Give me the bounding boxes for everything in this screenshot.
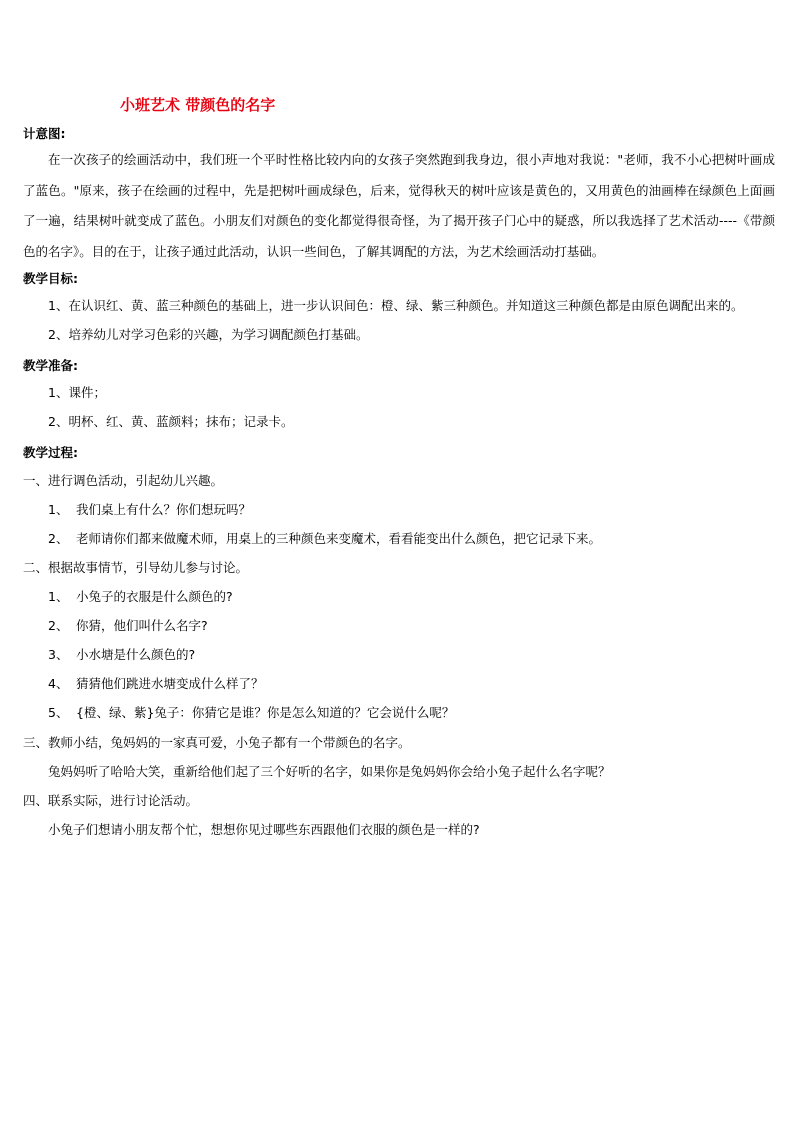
intent-heading: 计意图: [23,126,66,141]
section2-item-4 [48,676,264,692]
section4-text: 小兔子们想请小朋友帮个忙，想想你见过哪些东西跟他们衣服的颜色是一样的? [48,822,480,837]
section1-item-2 [48,531,601,547]
process-heading: 教学过程: [23,445,78,460]
section4-title: 四、联系实际，进行讨论活动。 [23,793,199,808]
item-number: 2、 [48,618,69,633]
item-text: 小兔子的衣服是什么颜色的? [76,589,233,604]
section3-title: 三、教师小结，兔妈妈的一家真可爱，小兔子都有一个带颜色的名字。 [23,735,411,750]
section2-item-5 [48,705,454,721]
prep-item-1: 1、课件； [48,385,106,400]
item-number: 3、 [48,647,69,662]
item-number: 2、 [48,531,69,546]
section3-text: 兔妈妈听了哈哈大笑，重新给他们起了三个好听的名字，如果你是兔妈妈你会给小兔子起什么名字呢？ [48,764,611,779]
intent-paragraph: 在一次孩子的绘画活动中，我们班一个平时性格比较内向的女孩子突然跑到我身边，很小声地对我说："老师，我不小心把树叶画成了蓝色。"原来，孩子在绘画的过程中，先是把树叶画成绿色，后来，觉得秋天的树叶应该是黄色的，又用黄色的油画棒在绿颜色上面画了一遍，结果树叶就变成了蓝色。小朋友们对颜色的变化都觉得很奇怪，为了揭开孩子门心中的疑惑，所以我选择了艺术活动----《带颜色的名字》。目的在于，让孩子通过此活动，认识一些间色，了解其调配的方法，为艺术绘画活动打基础。 [23,152,775,259]
item-number: 1、 [48,502,69,517]
section2-title: 二、根据故事情节，引导幼儿参与讨论。 [23,560,249,575]
item-number: 4、 [48,676,69,691]
item-text: 猜猜他们跳进水塘变成什么样了？ [76,676,264,691]
section1-title: 一、进行调色活动，引起幼儿兴趣。 [23,473,224,488]
prep-heading: 教学准备: [23,358,78,373]
item-number: 1、 [48,589,69,604]
section2-item-1 [48,589,233,605]
goal-item-2: 2、培养幼儿对学习色彩的兴趣，为学习调配颜色打基础。 [48,327,369,342]
item-text: 我们桌上有什么？你们想玩吗？ [76,502,252,517]
item-number: 5、 [48,705,69,720]
section2-item-3 [48,647,195,663]
document-title: 小班艺术 带颜色的名字 [120,96,276,114]
prep-item-2: 2、明杯、红、黄、蓝颜料；抹布；记录卡。 [48,414,294,429]
section2-item-2 [48,618,208,634]
item-text: 你猜，他们叫什么名字? [76,618,208,633]
item-text: 老师请你们都来做魔术师，用桌上的三种颜色来变魔术，看看能变出什么颜色，把它记录下来。 [76,531,602,546]
item-text: 小水塘是什么颜色的? [76,647,196,662]
goal-item-1: 1、在认识红、黄、蓝三种颜色的基础上，进一步认识间色：橙、绿、紫三种颜色。并知道这三种颜色都是由原色调配出来的。 [48,298,744,313]
goals-heading: 教学目标: [23,271,78,286]
section1-item-1 [48,502,251,518]
item-text: {橙、绿、紫}兔子：你猜它是谁？你是怎么知道的？它会说什么呢？ [76,705,455,720]
